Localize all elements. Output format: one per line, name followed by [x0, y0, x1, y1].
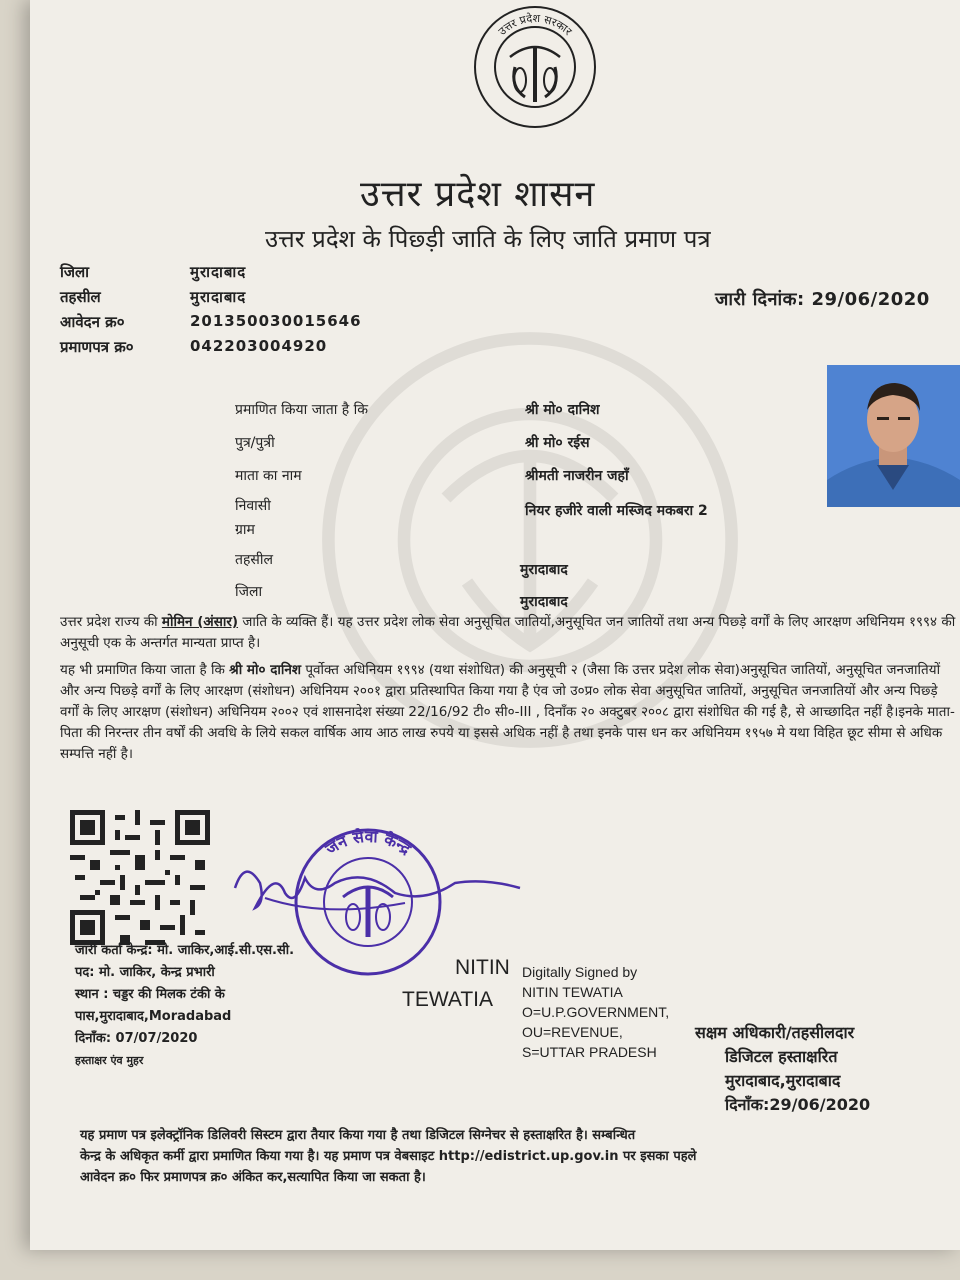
field-value-father: श्री मो० रईस	[525, 435, 590, 451]
authority-designation: सक्षम अधिकारी/तहसीलदार	[695, 1023, 855, 1042]
digital-sign-line: O=U.P.GOVERNMENT,	[522, 1004, 670, 1020]
footer-line: यह प्रमाण पत्र इलेक्ट्रॉनिक डिलिवरी सिस्टम द्वारा तैयार किया गया है तथा डिजिटल सिग्नेचर से हस्ताक्षरित है। सम्बन्धित	[80, 1128, 636, 1143]
qr-code-icon[interactable]	[70, 810, 210, 945]
footer-line: आवेदन क्र० फिर प्रमाणपत्र क्र० अंकित कर,सत्यापित किया जा सकता है।	[80, 1170, 426, 1185]
certificate-page	[30, 0, 960, 1250]
field-value-district: मुरादाबाद	[520, 594, 568, 610]
footer-line: केन्द्र के अधिकृत कर्मी द्वारा प्रमाणित किया गया है। यह प्रमाण पत्र वेबसाइट http://edistrict.up.gov.in पर इसका पहले	[80, 1149, 697, 1164]
tehsil-label: तहसील	[60, 288, 101, 306]
authority-digital: डिजिटल हस्ताक्षरित	[725, 1047, 838, 1066]
field-label-mother: माता का नाम	[235, 468, 302, 484]
field-value-mother: श्रीमती नाजरीन जहाँ	[525, 468, 629, 484]
digital-sign-line: NITIN TEWATIA	[522, 984, 623, 1000]
issuer-location-2: पास,मुरादाबाद,Moradabad	[75, 1009, 232, 1024]
signer-name-line1: NITIN	[455, 956, 510, 979]
authority-date: दिनाँक:29/06/2020	[725, 1095, 871, 1114]
para1-text-end: जाति के व्यक्ति हैं। यह उत्तर प्रदेश लोक सेवा अनुसूचित जातियों,अनुसूचित जन जातियों तथा अन्य पिछ्ड़े वर्गों के लिए आरक्षण अधिनियम १९९४ की अनुसूची एक के अन्तर्गत मान्यता प्राप्त है।	[60, 614, 956, 651]
digital-sign-line: S=UTTAR PRADESH	[522, 1044, 657, 1060]
digital-sign-details	[522, 962, 669, 1062]
field-label-district: जिला	[235, 584, 263, 600]
issuer-block	[75, 940, 294, 1072]
authority-place: मुरादाबाद,मुरादाबाद	[725, 1071, 841, 1090]
signer-name-line2: TEWATIA	[402, 988, 493, 1011]
field-label-certified: प्रमाणित किया जाता है कि	[235, 402, 369, 418]
issue-date: जारी दिनांक: 29/06/2020	[715, 289, 930, 310]
field-label-village: ग्राम	[235, 522, 255, 538]
certification-paragraph	[60, 660, 960, 765]
field-value-resident: नियर हजीरे वाली मस्जिद मकबरा 2	[525, 503, 708, 519]
para1-text-start: उत्तर प्रदेश राज्य की	[60, 614, 162, 630]
svg-text:उत्तर प्रदेश सरकार	[496, 12, 575, 38]
certificate-number-label: प्रमाणपत्र क्र०	[60, 338, 134, 356]
district-label: जिला	[60, 263, 90, 281]
seal-text: जन सेवा केन्द्र	[321, 826, 415, 859]
tehsil-value: मुरादाबाद	[190, 288, 247, 306]
certificate-number-value: 042203004920	[190, 337, 328, 355]
district-value: मुरादाबाद	[190, 263, 247, 281]
footer-note	[80, 1125, 960, 1188]
para2-name: श्री मो० दानिश	[229, 662, 302, 678]
document-subtitle: उत्तर प्रदेश के पिछ्ड़ी जाति के लिए जाति प्रमाण पत्र	[265, 225, 711, 253]
digital-sign-line: OU=REVENUE,	[522, 1024, 623, 1040]
person-photo-icon	[827, 365, 960, 507]
field-label-resident: निवासी	[235, 498, 271, 514]
para2-text-end: पूर्वोक्त अधिनियम १९९४ (यथा संशोधित) की अनुसूची २ (जैसा कि उत्तर प्रदेश लोक सेवा)अनुसूचित जातियों, अनुसूचित जनजातियों और अन्य पिछ्ड़े वर्गों के लिए आरक्षण (संशोधन) अधिनियम २००१ द्वारा प्रतिस्थापित किया गया है एंव जो उ०प्र० लोक सेवा अनुसूचित जातियों, अनुसूचित जनजातियों और अन्य पिछ्ड़े वर्गों के लिए आरक्षण (संशोधन) अधिनियम २००२ एवं शासनादेश संख्या 22/16/92 टी० सी०-III , दिनाँक २० अक्टुबर २००८ द्वारा संशोधित की गई है, से आच्छादित नहीं है।इनके माता-पिता की निरन्तर तीन वर्षों की अवधि के लिये सकल वार्षिक आय आठ लाख रुपये या इससे अधिक नहीं है तथा इनके पास धन कर अधिनियम १९५७ मे यथा विहित छूट सीमा से अधिक सम्पत्ति नहीं है।	[60, 662, 955, 762]
issuer-location-1: स्थान : चड्डर की मिलक टंकी के	[75, 987, 225, 1002]
caste-name: मोमिन (अंसार)	[161, 614, 239, 630]
issuer-center: जारी कर्ता केन्द्र: मो. जाकिर,आई.सी.एस.सी.	[75, 943, 295, 958]
field-value-name: श्री मो० दानिश	[525, 402, 600, 418]
emblem-text: उत्तर प्रदेश सरकार	[495, 11, 575, 39]
issuer-post: पद: मो. जाकिर, केन्द्र प्रभारी	[75, 965, 215, 980]
field-label-son-daughter: पुत्र/पुत्री	[235, 435, 275, 451]
issuer-date: दिनाँक: 07/07/2020	[75, 1031, 198, 1046]
up-government-emblem-icon	[470, 2, 600, 132]
handwritten-signature-icon	[225, 848, 525, 928]
application-label: आवेदन क्र०	[60, 313, 125, 331]
document-title: उत्तर प्रदेश शासन	[360, 174, 596, 215]
digital-sign-line: Digitally Signed by	[522, 964, 638, 980]
application-value: 201350030015646	[190, 312, 362, 330]
issuer-sign-label: हस्ताक्षर एंव मुहर	[75, 1054, 144, 1067]
para2-text-start: यह भी प्रमाणित किया जाता है कि	[60, 662, 230, 678]
caste-paragraph	[60, 612, 960, 654]
field-label-tehsil: तहसील	[235, 552, 273, 568]
field-value-tehsil: मुरादाबाद	[520, 562, 568, 578]
applicant-photo	[827, 365, 960, 507]
